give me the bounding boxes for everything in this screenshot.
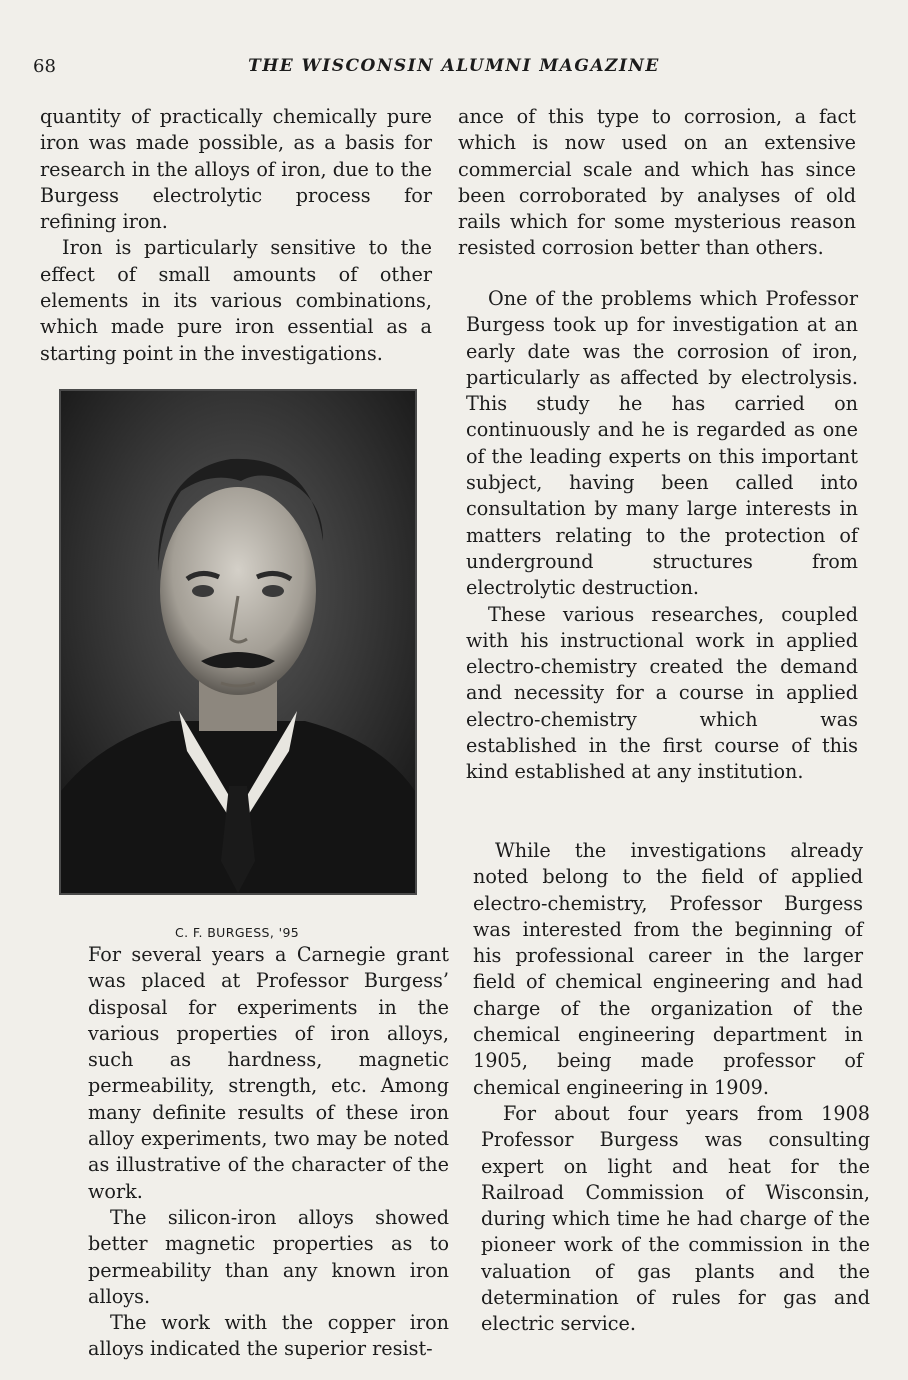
- paragraph: While the investigations already noted belong to the field of applied electro-chemistry, Professor Burgess was interested from the beginning of his professional career in the larger field of chemical engineering and had charge of the organization of the chemical engineering department in 1905, being made professor of chemical engineering in 1909.: [473, 839, 863, 1099]
- right-column-paragraph-2: [466, 286, 858, 786]
- portrait-illustration: [61, 391, 415, 893]
- portrait-photo: [59, 389, 417, 895]
- paragraph: The work with the copper iron alloys indicated the superior resist-: [88, 1311, 449, 1361]
- paragraph: These various researches, coupled with his instructional work in applied electro-chemistry created the demand and necessity for a course in applied electro-chemistry which was established in the first course of this kind established at any institution.: [466, 602, 858, 784]
- right-column-paragraph-4: [481, 1101, 870, 1338]
- page-header: [0, 56, 908, 86]
- photo-caption: C. F. BURGESS, '95: [175, 925, 300, 940]
- right-column-paragraph-3: [473, 838, 863, 1101]
- page-number: 68: [33, 56, 56, 77]
- paragraph: For several years a Carnegie grant was placed at Professor Burgess’ disposal for experiments in the various properties of iron alloys, such as hardness, magnetic permeability, strength, etc. Among many definite results of these iron alloy experiments, two may be noted as illustrative of the character of the work.: [88, 943, 449, 1203]
- left-column-bottom: [88, 942, 449, 1363]
- paragraph: For about four years from 1908 Professor Burgess was consulting expert on light and heat for the Railroad Commission of Wisconsin, during which time he had charge of the pioneer work of the commission in the valuation of gas plants and the determination of rules for gas and electric service.: [481, 1102, 870, 1336]
- left-column-top: [40, 104, 432, 367]
- paragraph: quantity of practically chemically pure iron was made possible, as a basis for research in the alloys of iron, due to the Burgess electrolytic process for refining iron.: [40, 105, 432, 234]
- paragraph: One of the problems which Professor Burgess took up for investigation at an early date was the corrosion of iron, particularly as affected by electrolysis. This study he has carried on continuously and he is regarded as one of the leading experts on this important subject, having been called into consultation by many large interests in matters relating to the protection of underground structures from electrolytic destruction.: [466, 287, 858, 600]
- paragraph: Iron is particularly sensitive to the effect of small amounts of other elements in its various combinations, which made pure iron essential as a starting point in the investigations.: [40, 236, 432, 365]
- running-title: THE WISCONSIN ALUMNI MAGAZINE: [248, 56, 660, 76]
- paragraph: The silicon-iron alloys showed better magnetic properties as to permeability than any known iron alloys.: [88, 1205, 449, 1308]
- right-column-paragraph-1: [458, 104, 856, 262]
- paragraph: ance of this type to corrosion, a fact which is now used on an extensive commercial scale and which has since been corroborated by analyses of old rails which for some mysterious reason resisted corrosion better than others.: [458, 105, 856, 260]
